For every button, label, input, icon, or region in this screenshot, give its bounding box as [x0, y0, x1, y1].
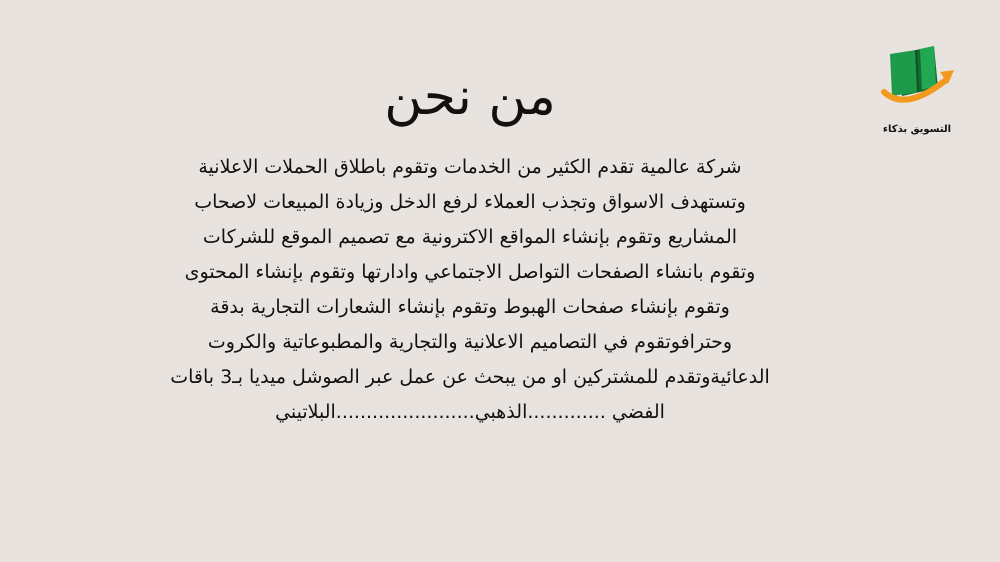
paragraph-line: الدعائيةوتقدم للمشتركين او من يبحث عن عمل عبر الصوشل ميديا بـ3 باقات	[170, 366, 770, 388]
paragraph-line: الفضي .............الذهبي.......................البلاتيني	[275, 401, 665, 423]
paragraph-line: شركة عالمية تقدم الكثير من الخدمات وتقوم باطلاق الحملات الاعلانية	[198, 156, 742, 178]
about-paragraph	[150, 150, 790, 430]
paragraph-line: المشاريع وتقوم بإنشاء المواقع الاكترونية مع تصميم الموقع للشركات	[202, 226, 738, 248]
paragraph-line: وتقوم بإنشاء صفحات الهبوط وتقوم بإنشاء الشعارات التجارية بدقة	[210, 296, 730, 318]
book-with-growth-arrow-icon	[876, 40, 966, 120]
paragraph-line: وتقوم بانشاء الصفحات التواصل الاجتماعي وادارتها وتقوم بإنشاء المحتوى	[184, 261, 756, 283]
paragraph-line: وتستهدف الاسواق وتجذب العملاء لرفع الدخل وزيادة المبيعات لاصحاب	[194, 191, 746, 213]
paragraph-line: وحترافوتقوم في التصاميم الاعلانية والتجارية والمطبوعاتية والكروت	[207, 331, 733, 353]
logo-caption: التسويق بذكاء	[882, 124, 952, 135]
page-title: من نحن	[384, 67, 556, 127]
